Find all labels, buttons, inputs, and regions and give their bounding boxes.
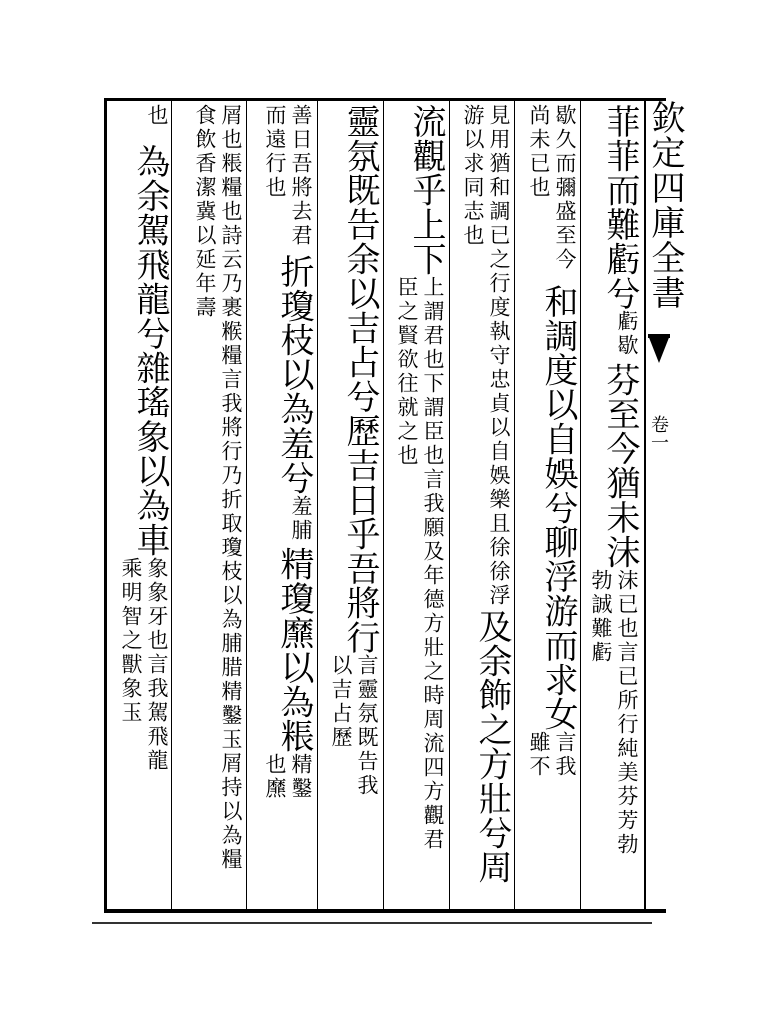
bottom-rule — [92, 922, 652, 924]
inline-annotation: 言靈氛既告我以吉占歷 — [329, 654, 379, 799]
volume-label: 卷一 — [648, 415, 669, 451]
inline-annotation: 屑也粻糧也詩云乃裹糇糧言我將行乃折取瓊枝以為脯腊精鑿玉屑持以為糧食飲香潔冀以延年壽 — [193, 104, 243, 872]
column-rule — [171, 98, 172, 913]
text-column — [252, 104, 314, 904]
main-text: 靈氛既告余以吉占兮歷吉日乎吾將行 — [340, 104, 380, 655]
inline-annotation: 善日吾將去君而遠行也 — [263, 104, 313, 248]
inline-annotation: 見用猶和調已之行度執守忠貞以自娛樂且徐徐浮游以求同志也 — [461, 104, 511, 608]
main-text: 菲菲而難虧兮 — [600, 104, 640, 311]
main-text: 及余飾之方壯兮周 — [472, 609, 512, 885]
fish-tail-ornament — [648, 335, 670, 363]
main-text: 精瓊爢以為粻 — [274, 546, 314, 754]
column-rule — [449, 98, 450, 913]
text-column — [110, 104, 170, 904]
column-rule — [514, 98, 515, 913]
text-column — [322, 104, 380, 904]
main-text: 折瓊枝以為羞兮 — [274, 254, 314, 495]
inline-annotation: 也 — [145, 104, 169, 128]
column-rule — [246, 98, 247, 913]
inline-annotation: 羞脯 — [289, 494, 313, 543]
main-text: 流觀乎上下 — [406, 104, 446, 276]
text-column — [452, 104, 512, 904]
main-text: 芬至今猶未沫 — [600, 362, 640, 569]
inline-annotation: 沫已也言已所行純美芬芳勃勃誠難虧 — [589, 568, 639, 857]
inline-annotation: 精鑿也爢 — [263, 753, 313, 802]
inline-annotation: 歇久而彌盛至今尚未已也 — [527, 104, 577, 272]
main-text: 為余駕飛龍兮雜瑤象以為車 — [130, 144, 170, 557]
inline-annotation: 虧歇 — [615, 310, 639, 359]
text-column — [588, 104, 640, 904]
column-rule — [383, 98, 384, 913]
text-column — [178, 104, 244, 904]
book-title: 欽定四庫全書 — [645, 100, 685, 310]
main-text: 和調度以自娛兮聊浮游而求女 — [538, 284, 578, 732]
column-rule — [580, 98, 581, 913]
column-rule — [317, 98, 318, 913]
inline-annotation: 言我雖不 — [527, 731, 577, 780]
text-column — [520, 104, 578, 904]
text-column — [388, 104, 446, 904]
inline-annotation: 象象牙也言我駕飛龍乘明智之獸象玉 — [119, 556, 169, 773]
inline-annotation: 上謂君也下謂臣也言我願及年德方壯之時周流四方觀君臣之賢欲往就之也 — [395, 276, 445, 852]
